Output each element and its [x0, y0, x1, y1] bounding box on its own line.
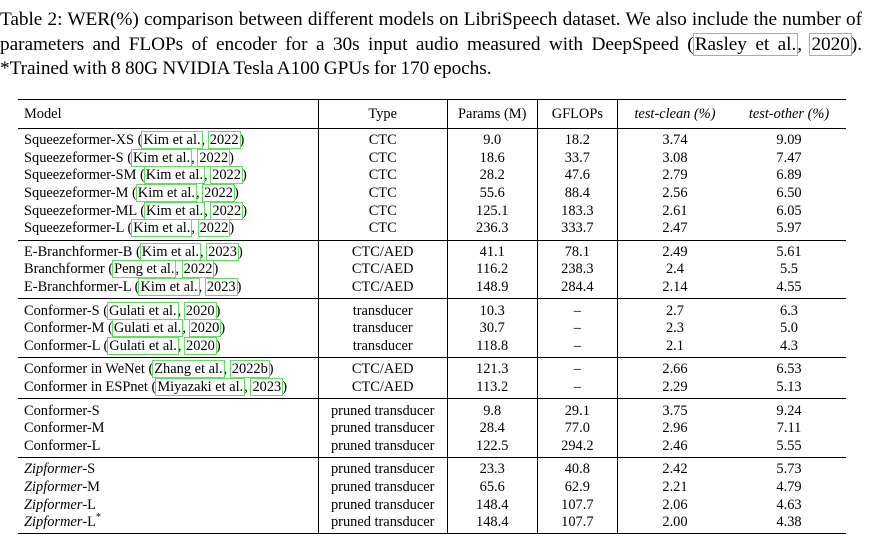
model-name-italic: Zipformer	[24, 478, 83, 495]
table-caption: Table 2: WER(%) comparison between different models on LibriSpeech dataset. We also include the number of parameters and FLOPs of encoder for a 30s input audio measured with DeepSpeed (Rasley et al., 2020). *Trained with 8 80G NVIDIA Tesla A100 GPUs for 170 epochs.	[0, 9, 862, 80]
cell-model: Branchformer (Peng et al., 2022)	[24, 261, 219, 278]
cell-test-clean: 2.79	[662, 167, 688, 184]
model-name: E-Branchformer-L	[24, 279, 132, 296]
cell-test-clean: 2.47	[662, 220, 688, 237]
cell-type: pruned transducer	[318, 420, 447, 438]
citation-link-year[interactable]: 2023	[252, 379, 282, 396]
cell-model	[18, 438, 318, 458]
cell-gflops: 238.3	[537, 261, 617, 279]
caption-label: Table 2:	[0, 9, 63, 30]
cell-params: 122.5	[447, 438, 537, 458]
model-name: Conformer-M	[24, 320, 105, 337]
cell-test-other: 5.73	[776, 461, 802, 478]
cell-model	[18, 399, 318, 420]
model-name: Squeezeformer-M	[24, 185, 129, 202]
model-name-italic: Zipformer	[24, 514, 83, 531]
cell-test-clean: 2.42	[662, 461, 688, 478]
cell-test-other: 9.09	[776, 132, 802, 149]
citation-link-author[interactable]: Peng et al.	[114, 261, 175, 278]
cell-test-other: 6.50	[776, 185, 802, 202]
model-name: Squeezeformer-XS	[24, 132, 134, 149]
footnote-marker: *	[95, 512, 101, 524]
cell-model: Conformer-L (Gulati et al., 2020)	[24, 337, 221, 354]
cell-type: CTC/AED	[318, 240, 447, 261]
citation-link-year[interactable]: 2022	[199, 220, 229, 237]
cell-params: 18.6	[447, 150, 537, 168]
cell-type: pruned transducer	[318, 458, 447, 479]
citation-link-author[interactable]: Kim et al.	[140, 279, 198, 296]
cell-model	[18, 479, 318, 497]
results-table	[18, 99, 846, 534]
header-gflops: GFLOPs	[537, 100, 617, 129]
cell-test-clean: 2.1	[665, 337, 684, 354]
cell-model: E-Branchformer-L (Kim et al., 2023)	[24, 279, 242, 296]
model-name: Conformer in ESPnet	[24, 379, 148, 396]
cell-test-other: 6.89	[776, 167, 802, 184]
cell-test-clean: 2.14	[662, 279, 688, 296]
cell-type: CTC/AED	[318, 261, 447, 279]
table-group	[18, 399, 846, 458]
citation-link-author[interactable]: Gulati et al.	[109, 337, 177, 354]
model-name: Conformer in WeNet	[24, 361, 145, 378]
cell-params: 125.1	[447, 202, 537, 220]
cell-test-clean: 2.4	[665, 261, 684, 278]
citation-link-year[interactable]: 2022	[209, 132, 239, 149]
table-row	[18, 299, 846, 320]
model-name: Conformer-L	[24, 437, 101, 454]
model-name-italic: Zipformer	[24, 496, 83, 513]
cell-model: Conformer in WeNet (Zhang et al., 2022b)	[24, 361, 274, 378]
citation-link-author[interactable]: Zhang et al.	[154, 361, 223, 378]
cell-type: CTC/AED	[318, 379, 447, 399]
table-row	[18, 202, 846, 220]
cell-type: CTC/AED	[318, 358, 447, 379]
cell-params: 116.2	[447, 261, 537, 279]
cell-test-clean: 2.46	[662, 437, 688, 454]
citation-link-author[interactable]: Kim et al.	[137, 185, 195, 202]
cell-params: 28.2	[447, 167, 537, 185]
cell-params: 41.1	[447, 240, 537, 261]
cell-gflops: 33.7	[537, 150, 617, 168]
header-test-clean: test-clean (%)	[634, 105, 716, 122]
model-name-suffix: -S	[82, 461, 96, 478]
table-group	[18, 129, 846, 241]
model-name: Squeezeformer-SM	[24, 167, 137, 184]
table-row	[18, 420, 846, 438]
cell-model	[18, 458, 318, 479]
cell-params: 236.3	[447, 220, 537, 240]
cell-type: transducer	[318, 320, 447, 338]
citation-link-year[interactable]: 2023	[208, 243, 237, 260]
cell-type: CTC	[318, 150, 447, 168]
cell-type: CTC	[318, 185, 447, 203]
cell-gflops: 284.4	[537, 279, 617, 299]
cell-test-clean: 2.56	[662, 185, 688, 202]
table-row	[18, 379, 846, 399]
cell-type: transducer	[318, 338, 447, 358]
cell-test-clean: 2.06	[662, 496, 688, 513]
cell-model: Conformer-M (Gulati et al., 2020)	[24, 320, 226, 337]
cell-model: Squeezeformer-M (Kim et al., 2022)	[24, 185, 239, 202]
table-row	[18, 129, 846, 150]
citation-link-year[interactable]: 2022	[204, 185, 233, 202]
cell-test-clean: 2.96	[662, 420, 688, 437]
cell-model: Squeezeformer-S (Kim et al., 2022)	[24, 149, 234, 166]
citation-link-year[interactable]: 2020	[185, 302, 215, 319]
cell-type: CTC	[318, 129, 447, 150]
model-name: Squeezeformer-ML	[24, 202, 137, 219]
cell-params: 148.4	[447, 514, 537, 534]
table-row	[18, 279, 846, 299]
cell-test-other: 7.11	[776, 420, 802, 437]
cell-test-clean: 3.75	[662, 402, 688, 419]
cell-test-other: 4.38	[776, 514, 802, 531]
cell-test-other: 5.97	[776, 220, 802, 237]
cell-gflops: 183.3	[537, 202, 617, 220]
citation-link-author[interactable]: Gulati et al.	[113, 320, 182, 337]
cell-test-other: 5.13	[776, 379, 802, 396]
cell-params: 9.8	[447, 399, 537, 420]
cell-model: E-Branchformer-B (Kim et al., 2023)	[24, 243, 243, 260]
cell-params: 28.4	[447, 420, 537, 438]
cell-test-clean: 3.74	[662, 132, 688, 149]
citation-link-year[interactable]: 2020	[186, 337, 215, 354]
cell-gflops: –	[537, 358, 617, 379]
cell-test-clean: 2.00	[662, 514, 688, 531]
table-group	[18, 358, 846, 399]
cell-test-other: 5.61	[776, 243, 802, 260]
cell-params: 121.3	[447, 358, 537, 379]
cell-gflops: 294.2	[537, 438, 617, 458]
cell-params: 65.6	[447, 479, 537, 497]
cell-gflops: 18.2	[537, 129, 617, 150]
cell-model: Squeezeformer-ML (Kim et al., 2022)	[24, 202, 247, 219]
cell-test-other: 5.0	[780, 320, 799, 337]
citation-link-year[interactable]: 2022	[199, 149, 229, 166]
cell-model: Squeezeformer-XS (Kim et al., 2022)	[24, 132, 245, 149]
cell-gflops: 77.0	[537, 420, 617, 438]
cell-test-other: 7.47	[776, 149, 802, 166]
cell-model: Conformer-S (Gulati et al., 2020)	[24, 302, 221, 319]
cell-test-other: 6.05	[776, 202, 802, 219]
cell-type: CTC/AED	[318, 279, 447, 299]
model-name-italic: Zipformer	[24, 461, 83, 478]
cell-test-other: 4.63	[776, 496, 802, 513]
model-name: Conformer-S	[24, 302, 100, 319]
table-row	[18, 320, 846, 338]
cell-gflops: –	[537, 338, 617, 358]
table-row	[18, 220, 846, 240]
model-name-suffix: -L	[82, 496, 96, 513]
cell-model	[18, 496, 318, 514]
cell-test-other: 6.53	[776, 361, 802, 378]
caption-text-1: WER(%) comparison between different models on LibriSpeech dataset. We also include the number of parameters and FLOPs of encoder for a 30s input audio measured with DeepSpeed (	[0, 9, 862, 55]
cell-params: 10.3	[447, 299, 537, 320]
citation-link-author[interactable]: Kim et al.	[146, 202, 204, 219]
cell-type: pruned transducer	[318, 438, 447, 458]
cell-gflops: 88.4	[537, 185, 617, 203]
table-row	[18, 150, 846, 168]
cell-test-clean: 2.21	[662, 478, 688, 495]
citation-link-author[interactable]: Miyazaki et al.	[157, 379, 244, 396]
citation-link-author[interactable]: Kim et al.	[145, 167, 203, 184]
model-name: Squeezeformer-L	[24, 220, 124, 237]
citation-link-year[interactable]: 2022	[183, 261, 213, 278]
table-header-row	[18, 100, 846, 129]
header-params: Params (M)	[447, 100, 537, 129]
header-test-other: test-other (%)	[748, 105, 830, 122]
caption-text-2: ). *Trained with 8 80G NVIDIA Tesla A100 GPUs for 170 epochs.	[0, 33, 862, 80]
cell-gflops: –	[537, 320, 617, 338]
table-group	[18, 299, 846, 358]
cell-type: pruned transducer	[318, 514, 447, 534]
cell-test-other: 9.24	[776, 402, 802, 419]
table-group	[18, 458, 846, 534]
citation-link-author[interactable]: Gulati et al.	[109, 302, 177, 319]
cell-test-other: 5.55	[776, 437, 802, 454]
header-type: Type	[318, 100, 447, 129]
model-name: Squeezeformer-S	[24, 149, 124, 166]
citation-link-year[interactable]: 2022	[212, 202, 242, 219]
table-row	[18, 458, 846, 479]
cell-params: 23.3	[447, 458, 537, 479]
cell-model: Squeezeformer-L (Kim et al., 2022)	[24, 220, 235, 237]
cell-gflops: 40.8	[537, 458, 617, 479]
cell-type: CTC	[318, 167, 447, 185]
citation-link-author[interactable]: Kim et al.	[133, 149, 191, 166]
citation-link-author[interactable]: Kim et al.	[133, 220, 191, 237]
citation-link-author[interactable]: Rasley et al.	[694, 33, 797, 55]
model-name: Branchformer	[24, 261, 105, 278]
table-row	[18, 479, 846, 497]
cell-model	[18, 420, 318, 438]
table-row	[18, 399, 846, 420]
citation-link-author[interactable]: Kim et al.	[141, 243, 199, 260]
header-model: Model	[24, 105, 62, 122]
cell-gflops: 29.1	[537, 399, 617, 420]
cell-test-other: 4.79	[776, 478, 802, 495]
table-row	[18, 167, 846, 185]
cell-test-other: 6.3	[780, 302, 799, 319]
cell-test-other: 5.5	[780, 261, 799, 278]
table-row	[18, 496, 846, 514]
table-group	[18, 240, 846, 299]
cell-type: pruned transducer	[318, 479, 447, 497]
cell-model	[18, 514, 318, 534]
model-name: Conformer-L	[24, 337, 100, 354]
citation-link-author[interactable]: Kim et al.	[143, 132, 201, 149]
cell-params: 118.8	[447, 338, 537, 358]
cell-type: CTC	[318, 220, 447, 240]
cell-gflops: 333.7	[537, 220, 617, 240]
model-name: Conformer-M	[24, 420, 105, 437]
model-name-suffix: -L	[82, 514, 96, 531]
cell-gflops: 107.7	[537, 496, 617, 514]
table-row	[18, 514, 846, 534]
citation-link-year[interactable]: 2020	[811, 33, 850, 55]
model-name-suffix: -M	[82, 478, 100, 495]
table-row	[18, 358, 846, 379]
table-row	[18, 338, 846, 358]
cell-gflops: 62.9	[537, 479, 617, 497]
cell-params: 113.2	[447, 379, 537, 399]
table-row	[18, 240, 846, 261]
cell-test-clean: 2.49	[662, 243, 688, 260]
citation-link-year[interactable]: 2020	[190, 320, 220, 337]
model-name: E-Branchformer-B	[24, 243, 133, 260]
cell-test-other: 4.55	[776, 279, 802, 296]
cell-params: 148.9	[447, 279, 537, 299]
cell-gflops: 107.7	[537, 514, 617, 534]
table-row	[18, 438, 846, 458]
cell-gflops: 47.6	[537, 167, 617, 185]
cell-type: pruned transducer	[318, 496, 447, 514]
cell-params: 9.0	[447, 129, 537, 150]
cell-type: pruned transducer	[318, 399, 447, 420]
table-row	[18, 261, 846, 279]
cell-test-clean: 2.7	[665, 302, 684, 319]
citation-link-year[interactable]: 2023	[206, 279, 236, 296]
model-name: Conformer-S	[24, 402, 100, 419]
citation-link-year[interactable]: 2022b	[231, 361, 268, 378]
cell-params: 148.4	[447, 496, 537, 514]
cell-gflops: –	[537, 299, 617, 320]
cell-model: Squeezeformer-SM (Kim et al., 2022)	[24, 167, 247, 184]
cell-test-clean: 2.66	[662, 361, 688, 378]
cell-params: 30.7	[447, 320, 537, 338]
cell-params: 55.6	[447, 185, 537, 203]
cell-gflops: –	[537, 379, 617, 399]
cell-type: transducer	[318, 299, 447, 320]
cell-test-clean: 3.08	[662, 149, 688, 166]
cell-gflops: 78.1	[537, 240, 617, 261]
cell-type: CTC	[318, 202, 447, 220]
table-row	[18, 185, 846, 203]
cell-test-clean: 2.61	[662, 202, 688, 219]
citation-link-year[interactable]: 2022	[212, 167, 241, 184]
cell-test-clean: 2.3	[665, 320, 684, 337]
cell-model: Conformer in ESPnet (Miyazaki et al., 2023)	[24, 379, 288, 396]
cell-test-clean: 2.29	[662, 379, 688, 396]
cell-test-other: 4.3	[780, 337, 799, 354]
